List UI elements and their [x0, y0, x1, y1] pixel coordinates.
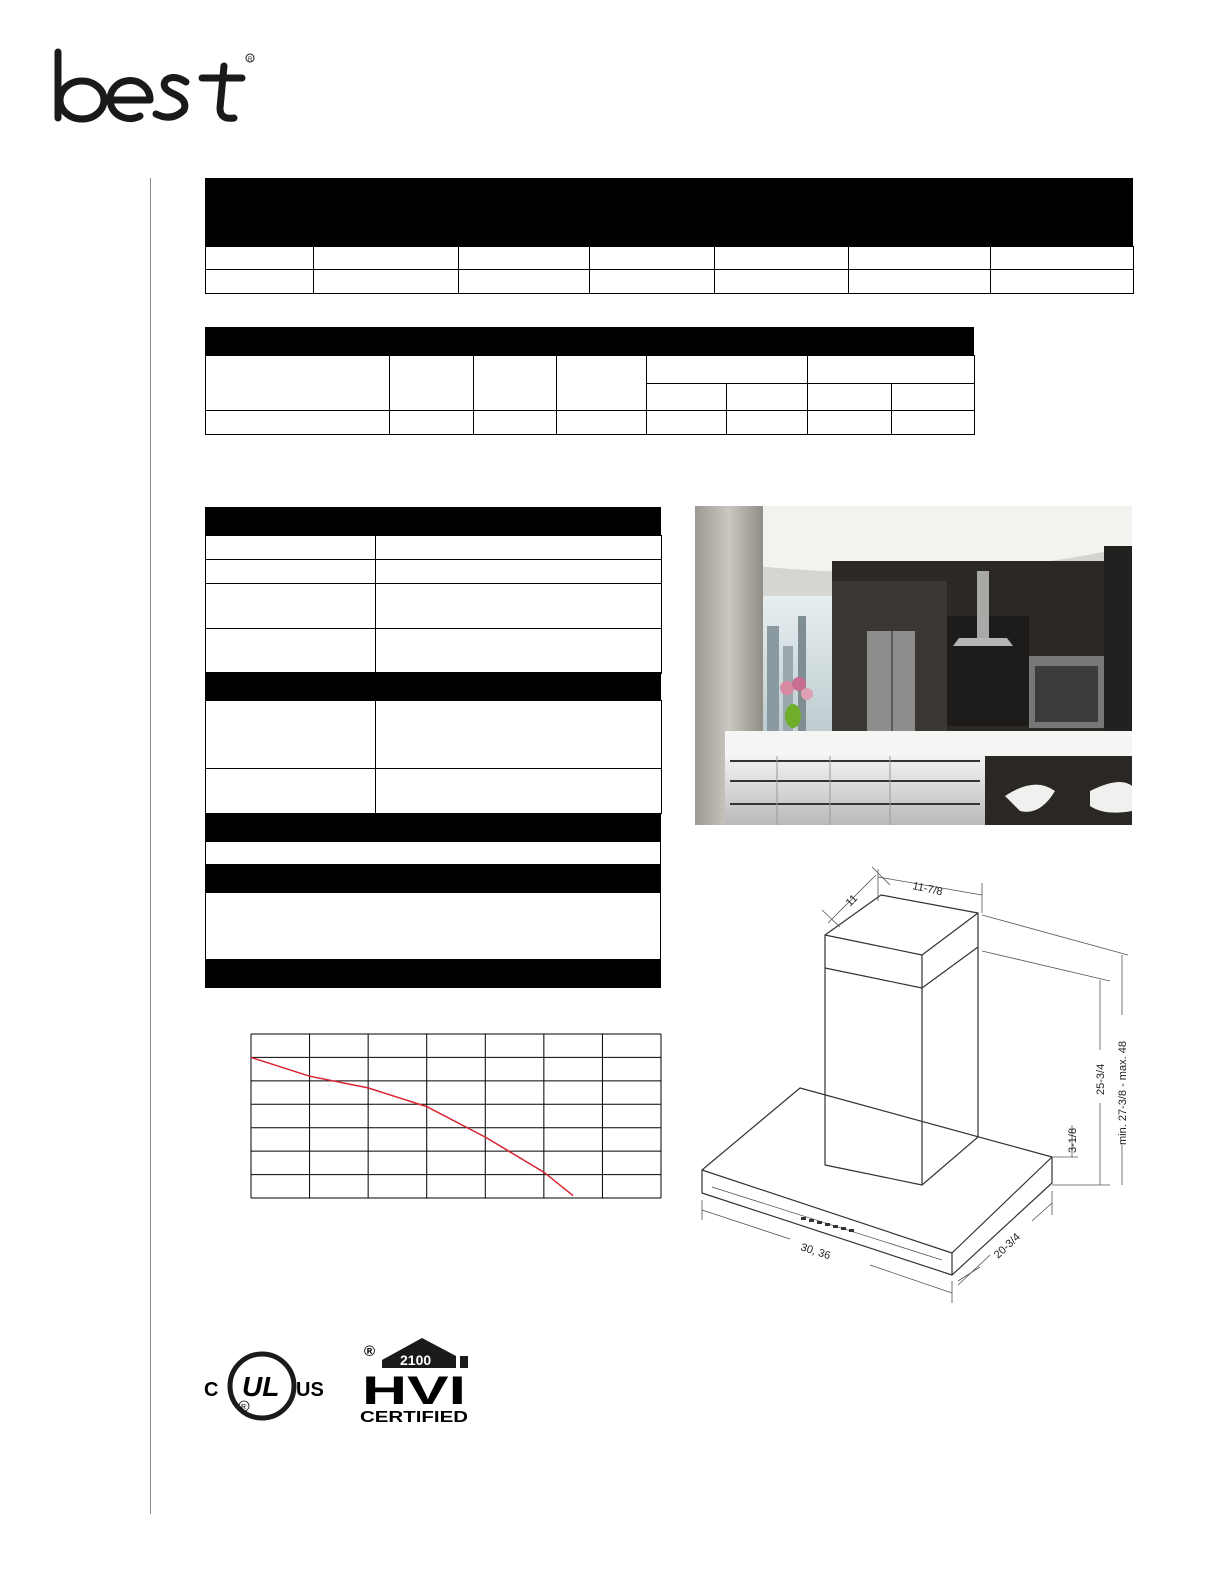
- ul-right: US: [296, 1379, 324, 1401]
- svg-text:R: R: [248, 57, 253, 63]
- table-row: [206, 356, 975, 384]
- dim-hood-height: 3-1/8: [1067, 1127, 1079, 1153]
- hvi-name: HVI: [362, 1369, 466, 1413]
- chart-grid: [251, 1034, 661, 1198]
- dim-depth-top: 11: [843, 892, 861, 910]
- table-row: [206, 701, 662, 769]
- table-row: [206, 247, 1134, 270]
- best-logo: [52, 48, 257, 130]
- spec-section-header-4: [205, 864, 661, 893]
- table-row: [206, 411, 975, 435]
- table-row: [206, 536, 662, 560]
- table2: [205, 355, 975, 435]
- ul-left: C: [204, 1379, 219, 1401]
- spec-section-header-5: [205, 959, 661, 988]
- spec-section-header-2: [205, 672, 661, 701]
- left-rule: [150, 178, 151, 1514]
- table-row: [206, 270, 1134, 294]
- spec-table-4: [205, 892, 661, 961]
- dim-width: 30, 36: [799, 1241, 832, 1263]
- spec-section-header-3: [205, 813, 661, 842]
- ul-center: UL: [242, 1371, 280, 1402]
- spec-table-2: [205, 700, 662, 814]
- dim-chimney: 25-3/4: [1095, 1063, 1107, 1095]
- hvi-certified-label: CERTIFIED: [360, 1409, 468, 1426]
- dim-height-range: min. 27-3/8 - max. 48: [1117, 1041, 1129, 1145]
- hvi-certification-logo: [356, 1336, 474, 1426]
- spec-table-1: [205, 535, 662, 674]
- table-row: [206, 769, 662, 814]
- table-row: [206, 893, 661, 961]
- table1-header: [205, 178, 1133, 247]
- ul-registered: R: [241, 1404, 247, 1411]
- spec-section-header-1: [205, 507, 661, 536]
- spec-table-3: [205, 841, 661, 866]
- hvi-registered: ®: [364, 1343, 376, 1360]
- performance-chart: [234, 1020, 674, 1220]
- dim-width-top: 11-7/8: [911, 880, 944, 899]
- dim-depth: 20-3/4: [991, 1231, 1023, 1262]
- table-row: [206, 842, 661, 866]
- chimney: [825, 935, 922, 1185]
- hood-top: [702, 1088, 1052, 1253]
- table-row: [206, 560, 662, 584]
- table1: [205, 246, 1134, 294]
- table-row: [206, 584, 662, 629]
- hvi-number: 2100: [400, 1352, 432, 1368]
- table2-header: [205, 327, 974, 356]
- dimension-drawing: [690, 855, 1140, 1315]
- kitchen-photo: [695, 506, 1132, 825]
- ul-certification-logo: [200, 1340, 330, 1440]
- table-row: [206, 629, 662, 674]
